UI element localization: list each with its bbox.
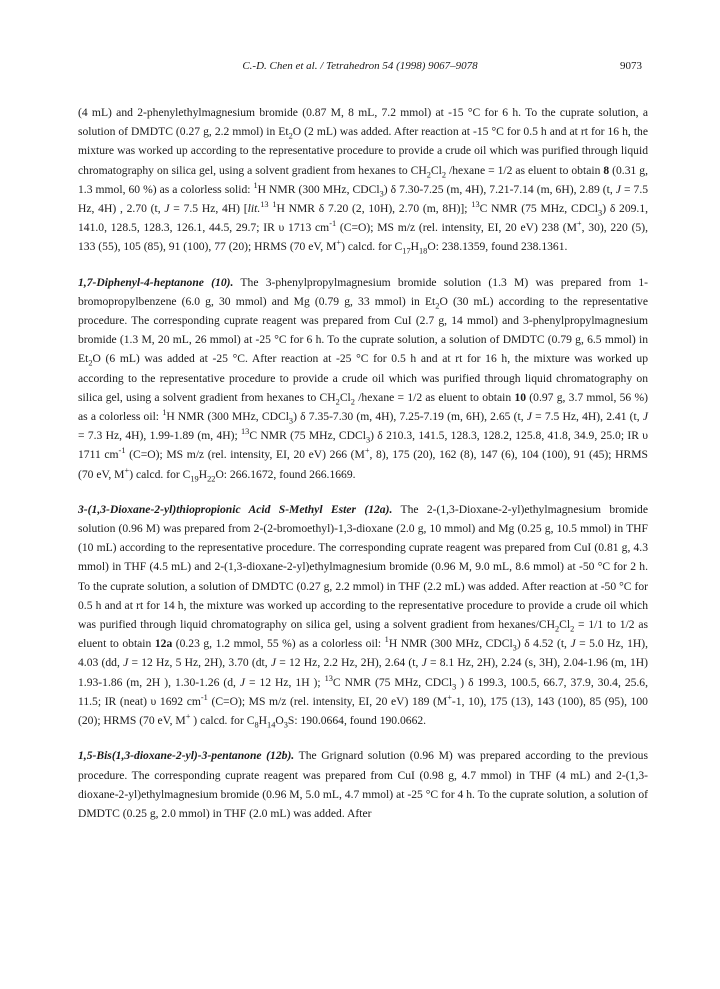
subscript: 2 bbox=[441, 169, 447, 179]
subscript: 3 bbox=[379, 189, 384, 199]
italic-symbol: J bbox=[570, 637, 576, 651]
text-run: H bbox=[258, 714, 268, 728]
text-run: C NMR (75 MHz, CDCl bbox=[249, 429, 366, 443]
text-run: = 12 Hz, 5 Hz, 2H), 3.70 (dt, bbox=[128, 656, 271, 670]
text-run: C NMR (75 MHz, CDCl bbox=[479, 202, 599, 216]
text-run: -1, 10), 175 (13), 143 (100), 85 (95), 100 (20); HRMS (70 eV, M bbox=[78, 694, 648, 728]
text-run: (0.97 g, 3.7 mmol, 56 %) as a colorless oil: bbox=[78, 390, 649, 424]
subscript: 3 bbox=[512, 643, 517, 653]
subscript: 14 bbox=[267, 720, 276, 730]
paragraph-compound-10 bbox=[78, 273, 648, 484]
text-run: (0.23 g, 1.2 mmol, 55 %) as a colorless oil: bbox=[172, 637, 385, 651]
italic-symbol: J bbox=[526, 410, 532, 424]
text-run: ) δ 7.35-7.30 (m, 4H), 7.25-7.19 (m, 6H), 2.65 (t, bbox=[293, 410, 527, 424]
italic-symbol: J bbox=[123, 656, 129, 670]
subscript: 3 bbox=[452, 682, 457, 691]
text-run: ) calcd. for C bbox=[190, 714, 255, 728]
text-run: (4 mL) and 2-phenylethylmagnesium bromide (0.87 M, 8 mL, 7.2 mmol) at -15 °C for 6 h. To the cuprate solution, a solution of DMDTC (0.27 g, 2.2 mmol) in Et bbox=[78, 106, 648, 139]
italic-symbol: J bbox=[239, 675, 246, 689]
text-run: Cl bbox=[339, 390, 351, 404]
body-text bbox=[78, 103, 648, 839]
text-run: H NMR (300 MHz, CDCl bbox=[257, 182, 380, 196]
text-run: O: 238.1359, found 238.1361. bbox=[427, 240, 568, 254]
superscript: + bbox=[336, 238, 342, 248]
text-run: = 7.5 Hz, 4H), 2.41 (t, bbox=[531, 410, 643, 424]
italic-symbol: J bbox=[164, 202, 170, 216]
text-run: = 7.5 Hz, 4H) [ bbox=[169, 202, 248, 216]
text-run: ) δ 199.3, 100.5, 66.7, 37.9, 30.4, 25.6, 11.5; IR (neat) υ 1692 cm bbox=[78, 675, 649, 708]
text-run: = 7.3 Hz, 4H), 1.99-1.89 (m, 4H); bbox=[78, 429, 241, 443]
text-run: , 30), 220 (5), 133 (55), 105 (85), 91 (100), 77 (20); HRMS (70 eV, M bbox=[78, 221, 648, 254]
superscript: 1 bbox=[162, 408, 167, 418]
text-run: O: 266.1672, found 266.1669. bbox=[215, 467, 356, 481]
text-run: (C=O); MS m/z (rel. intensity, EI, 20 eV) 266 (M bbox=[125, 448, 365, 462]
text-run: (C=O); MS m/z (rel. intensity, EI, 20 eV) 238 (M bbox=[336, 221, 577, 235]
text-run: , 8), 175 (20), 162 (8), 147 (6), 104 (100), 91 (45); HRMS (70 eV, M bbox=[78, 448, 648, 481]
compound-heading: 1,7-Diphenyl-4-heptanone (10). bbox=[78, 275, 234, 289]
text-run: O (30 mL) according to the representative procedure. The corresponding cuprate reagent was prepared from CuI (2.7 g, 14 mmol) and 3-phenylpropylmagnesium bromide (1.3 M, 20 mL, 26 mmol) at -25 °C for 6 h. To the cuprate solution, a solution of DMDTC (0.79 g, 6.5 mmol) in Et bbox=[78, 294, 648, 366]
text-run: = 1/1 to 1/2 as eluent to obtain bbox=[78, 618, 648, 651]
text-run: O bbox=[275, 714, 284, 728]
superscript: -1 bbox=[329, 219, 337, 229]
text-run: The Grignard solution (0.96 M) was prepared according to the previous procedure. The corresponding cuprate reagent was prepared from CuI (0.98 g, 4.7 mmol) in THF (4 mL) and 2-(1,3-dioxane-2-yl)ethylmagnesium bromide (0.96 M, 5.0 mL, 4.7 mmol) at -25 °C for 4 h. To the cuprate solution, a solution of DMDTC (0.25 g, 2.0 mmol) in THF (2.0 mL) was added. After bbox=[78, 749, 648, 820]
subscript: 19 bbox=[190, 473, 199, 483]
superscript: + bbox=[364, 446, 370, 456]
text-run: /hexane = 1/2 as eluent to obtain bbox=[354, 390, 515, 404]
superscript: + bbox=[185, 712, 191, 722]
italic-symbol: lit. bbox=[247, 202, 261, 216]
superscript: 13 bbox=[260, 200, 269, 210]
compound-heading: 3-(1,3-Dioxane-2-yl)thiopropionic Acid S-Methyl Ester (12a). bbox=[78, 502, 393, 516]
text-run: H NMR δ 7.20 (2, 10H), 2.70 (m, 8H)]; bbox=[276, 202, 472, 216]
subscript: 8 bbox=[254, 720, 259, 730]
subscript: 2 bbox=[554, 624, 560, 634]
text-run: (C=O); MS m/z (rel. intensity, EI, 20 eV) 189 (M bbox=[207, 694, 448, 708]
text-run: O (2 mL) was added. After reaction at -15 °C for 0.5 h and at rt for 16 h, the mixture was worked up according to the representative procedure to provide a crude oil which was purified through liquid chromatography on silica gel, using a solvent gradient from hexanes to CH bbox=[78, 125, 648, 177]
superscript: -1 bbox=[118, 446, 126, 456]
text-run: C NMR (75 MHz, CDCl bbox=[332, 675, 453, 689]
subscript: 3 bbox=[365, 435, 371, 445]
text-run: = 8.1 Hz, 2H), 2.24 (s, 3H), 2.04-1.96 (m, 1H) 1.93-1.86 (m, 2H ), 1.30-1.26 (d, bbox=[78, 656, 648, 689]
superscript: 1 bbox=[272, 200, 277, 210]
text-run: Cl bbox=[559, 618, 571, 632]
paragraph-compound-8-continued bbox=[78, 103, 648, 257]
compound-number: 10 bbox=[514, 390, 527, 404]
text-run: ) calcd. for C bbox=[129, 467, 191, 481]
text-run: H bbox=[410, 240, 419, 254]
subscript: 3 bbox=[598, 208, 603, 218]
text-run: /hexane = 1/2 as eluent to obtain bbox=[446, 163, 604, 177]
subscript: 17 bbox=[402, 246, 411, 256]
superscript: -1 bbox=[200, 693, 208, 703]
text-run: H NMR (300 MHz, CDCl bbox=[166, 410, 289, 424]
superscript: 13 bbox=[241, 427, 250, 437]
subscript: 2 bbox=[426, 169, 431, 179]
compound-heading: 1,5-Bis(1,3-dioxane-2-yl)-3-pentanone (12b). bbox=[78, 749, 295, 763]
compound-number: 12a bbox=[154, 637, 173, 651]
paragraph-compound-12b bbox=[78, 746, 648, 823]
text-run: The 3-phenylpropylmagnesium bromide solution (1.3 M) was prepared from 1-bromopropylbenzene (6.0 g, 30 mmol) and Mg (0.79 g, 33 mmol) in Et bbox=[78, 275, 648, 308]
italic-symbol: J bbox=[615, 182, 621, 196]
subscript: 2 bbox=[288, 131, 293, 141]
text-run: (0.31 g, 1.3 mmol, 60 %) as a colorless solid: bbox=[78, 163, 648, 196]
subscript: 3 bbox=[283, 720, 288, 730]
text-run: H bbox=[198, 467, 208, 481]
running-head-title: C.-D. Chen et al. / Tetrahedron 54 (1998) 9067–9078 bbox=[242, 60, 478, 72]
text-run: = 12 Hz, 2.2 Hz, 2H), 2.64 (t, bbox=[276, 656, 422, 670]
text-run: ) calcd. for C bbox=[341, 240, 403, 254]
subscript: 2 bbox=[570, 624, 575, 634]
subscript: 18 bbox=[418, 246, 428, 256]
subscript: 2 bbox=[335, 397, 340, 407]
paragraph-compound-12a bbox=[78, 500, 648, 730]
subscript: 3 bbox=[288, 416, 294, 426]
text-run: H NMR (300 MHz, CDCl bbox=[388, 637, 513, 651]
compound-number: 8 bbox=[603, 163, 610, 177]
superscript: 13 bbox=[471, 200, 480, 210]
text-run: = 7.5 Hz, 4H) , 2.70 (t, bbox=[78, 182, 649, 216]
subscript: 2 bbox=[350, 397, 355, 407]
subscript: 22 bbox=[207, 473, 216, 483]
running-head bbox=[0, 58, 720, 74]
superscript: + bbox=[447, 693, 452, 703]
superscript: 1 bbox=[384, 635, 389, 645]
text-run: = 5.0 Hz, 1H), 4.03 (dd, bbox=[78, 637, 648, 670]
superscript: + bbox=[576, 219, 582, 229]
subscript: 2 bbox=[88, 358, 93, 368]
subscript: 2 bbox=[435, 301, 440, 311]
text-run: S: 190.0664, found 190.0662. bbox=[287, 714, 427, 728]
superscript: + bbox=[124, 465, 130, 475]
superscript: 1 bbox=[253, 180, 258, 190]
text-run: ) δ 4.52 (t, bbox=[516, 637, 571, 651]
text-run: ) δ 209.1, 141.0, 128.5, 128.3, 126.1, 44.5, 29.7; IR υ 1713 cm bbox=[78, 202, 649, 235]
text-run: Cl bbox=[430, 163, 442, 177]
page-number: 9073 bbox=[620, 60, 642, 72]
superscript: 13 bbox=[324, 673, 333, 683]
text-run: = 12 Hz, 1H ); bbox=[245, 675, 325, 689]
text-run: ) δ 7.30-7.25 (m, 4H), 7.21-7.14 (m, 6H), 2.89 (t, bbox=[383, 182, 616, 196]
text-run: The 2-(1,3-Dioxane-2-yl)ethylmagnesium bromide solution (0.96 M) was prepared from 2-(2-bromoethyl)-1,3-dioxane (2.0 g, 10 mmol) and Mg (0.25 g, 10.5 mmol) in THF (10 mL) according to the representative procedure. The corresponding cuprate reagent was prepared from CuI (0.81 g, 4.3 mmol) in THF (4.5 mL) and 2-(1,3-dioxane-2-yl)ethylmagnesium bromide (0.96 M, 9.0 mL, 8.6 mmol) at -50 °C for 2 h. To the cuprate solution, a solution of DMDTC (0.27 g, 2.2 mmol) in THF (2.2 mL) was added. After reaction at -50 °C for 0.5 h and at rt for 14 h, the mixture was worked up according to the representative procedure to provide a crude oil which was purified through liquid chromatography on silica gel, using a solvent gradient from hexanes/CH bbox=[78, 502, 648, 632]
text-run: ) δ 210.3, 141.5, 128.3, 128.2, 125.8, 41.8, 34.9, 25.0; IR υ 1711 cm bbox=[78, 429, 648, 462]
italic-symbol: J bbox=[270, 656, 277, 670]
text-run: O (6 mL) was added at -25 °C. After reaction at -25 °C for 0.5 h and at rt for 16 h, the mixture was worked up according to the representative procedure to provide a crude oil which was purified through liquid chromatography on silica gel, using a solvent gradient from hexanes to CH bbox=[78, 352, 648, 404]
italic-symbol: J bbox=[421, 656, 427, 670]
italic-symbol: J bbox=[642, 410, 648, 424]
